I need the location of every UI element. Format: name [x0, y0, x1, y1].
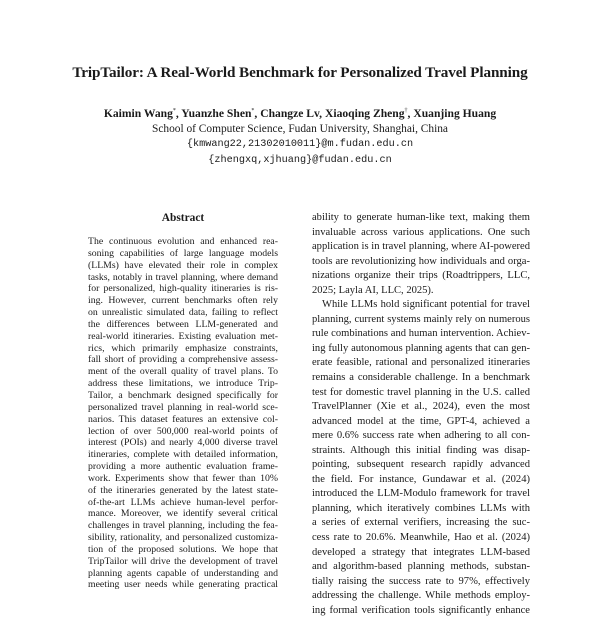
body-line: erate feasible, rational and personalized itineraries [312, 357, 530, 369]
author-name: Kaimin Wang [103, 107, 173, 120]
intro-column-text [312, 211, 530, 618]
abstract-line: of-the-art LLMs achieve human-level perfor- [88, 496, 278, 508]
author-mark: * [172, 108, 176, 114]
body-line: 2025; Layla AI, LLC, 2025). [312, 284, 434, 296]
abstract-line: narios. This dataset features an extensive col- [88, 413, 278, 425]
body-line: tools are revolutionizing how individuals and orga- [312, 255, 530, 267]
abstract-line: the differences between LLM-generated and [88, 318, 278, 330]
author-separator: , [407, 107, 414, 120]
abstract-line: lection of over 500,000 real-world points of [88, 425, 278, 437]
author-name: Xiaoqing Zheng [324, 107, 405, 120]
body-line: rule combinations and human intervention. Achiev- [312, 328, 530, 340]
abstract-line: of the itineraries generated by the latest state- [88, 484, 278, 496]
abstract-line: tasks, notably in travel planning, where demand [88, 271, 278, 283]
abstract-line: meeting user needs while generating practical [88, 579, 278, 591]
body-line: a series of external verifiers, increasing the suc- [312, 517, 530, 529]
abstract-line: for personalized, high-quality itineraries is ris- [88, 283, 278, 295]
author-separator: , [319, 107, 325, 120]
abstract-line: The continuous evolution and enhanced rea- [88, 236, 278, 247]
body-line: and algorithm-based planning methods, substan- [312, 561, 530, 573]
author-name: Changze Lv [260, 107, 320, 120]
abstract-line: Tailor, a benchmark designed specifically for [88, 389, 278, 401]
body-line: tially raising the success rate to 97%, effectively [312, 575, 530, 587]
body-line: ing formal verification tools significantly enhance [312, 604, 530, 616]
author-separator: , [175, 107, 182, 120]
body-line: While LLMs hold significant potential for travel [322, 299, 530, 311]
body-line: remains a considerable challenge. In a benchmark [312, 372, 530, 384]
body-line: TravelPlanner (Xie et al., 2024), even the most [312, 401, 530, 413]
abstract-line: on unrealistic simulated data, failing to reflect [88, 307, 278, 319]
email-line-2: {zhengxq,xjhuang}@fudan.edu.cn [208, 155, 392, 166]
body-line: cess rate to 20.6%. Meanwhile, Hao et al. (2024) [312, 532, 530, 544]
body-line: mere 0.6% success rate when adhering to all con- [312, 430, 530, 442]
abstract-line: fall short of providing a comprehensive assess- [88, 354, 278, 366]
body-line: nizations organize their trips (Roadtrippers, LLC, [312, 270, 530, 282]
body-line: test for domestic travel planning in the U.S. called [312, 386, 530, 398]
abstract-line: providing a more authentic evaluation frame- [88, 461, 278, 473]
body-line: advanced model at the time, GPT-4, achieved a [312, 415, 530, 427]
abstract-heading: Abstract [161, 212, 205, 224]
author-separator: , [254, 107, 261, 120]
body-line: application is in travel planning, where AI-powered [312, 241, 530, 253]
abstract-line: address these limitations, we introduce Trip- [88, 378, 278, 390]
author-list [0, 107, 600, 120]
abstract-body [88, 236, 278, 591]
author-name: Xuanjing Huang [413, 107, 497, 120]
abstract-line: sibility, rationality, and personalized customiza- [88, 532, 278, 544]
abstract-line: rics, which primarily emphasize constraints, [88, 342, 278, 354]
abstract-line: personalized travel planning in real-world sce- [88, 401, 278, 413]
body-line: developed a strategy that integrates LLM-based [312, 546, 530, 558]
abstract-line: soning capabilities of large language models [88, 247, 278, 259]
body-line: ing fully autonomous planning agents that can gen- [312, 342, 530, 354]
body-line: ability to generate human-like text, making them [312, 212, 530, 223]
body-line: addressing the challenge. While methods employ- [312, 590, 530, 602]
abstract-line: ing. However, current benchmarks often rely [88, 295, 278, 307]
body-line: straints. Although this initial finding was disap- [312, 444, 530, 456]
body-line: the field. For instance, Gundawar et al. (2024) [312, 473, 530, 485]
abstract-line: planning agents capable of understanding and [88, 567, 278, 579]
body-line: invaluable across various applications. One such [312, 226, 530, 238]
body-line: planning, which iteratively combines LLMs with [312, 502, 530, 514]
abstract-line: interest (POIs) and nearly 4,000 diverse travel [88, 437, 278, 449]
abstract-line: mance. Moreover, we identify several critical [88, 508, 278, 520]
abstract-line: (LLMs) have elevated their role in complex [88, 259, 278, 271]
author-mark: † [404, 108, 408, 114]
abstract-line: itineraries, complete with detailed information, [88, 449, 278, 461]
abstract-line: real-world itineraries. Existing evaluation met- [88, 330, 278, 342]
body-line: planning, current systems mainly rely on numerous [312, 313, 530, 325]
author-mark: * [251, 108, 255, 114]
affiliation: School of Computer Science, Fudan University, Shanghai, China [151, 123, 448, 135]
abstract-line: ment of the overall quality of travel plans. To [88, 366, 278, 378]
email-line-1: {kmwang22,21302010011}@m.fudan.edu.cn [186, 139, 414, 150]
abstract-line: tion of the proposed solutions. We hope that [88, 543, 278, 555]
body-line: pointing, subsequent research rapidly advanced [312, 459, 530, 471]
paper-title: TripTailor: A Real-World Benchmark for Personalized Travel Planning [72, 64, 528, 81]
abstract-line: TripTailor will drive the development of travel [88, 555, 278, 567]
body-line: introduced the LLM-Modulo framework for travel [312, 488, 530, 500]
abstract-line: work. Experiments show that fewer than 10% [88, 472, 278, 484]
author-name: Yuanzhe Shen [181, 107, 252, 120]
abstract-line: challenges in travel planning, including the fea- [88, 520, 278, 532]
